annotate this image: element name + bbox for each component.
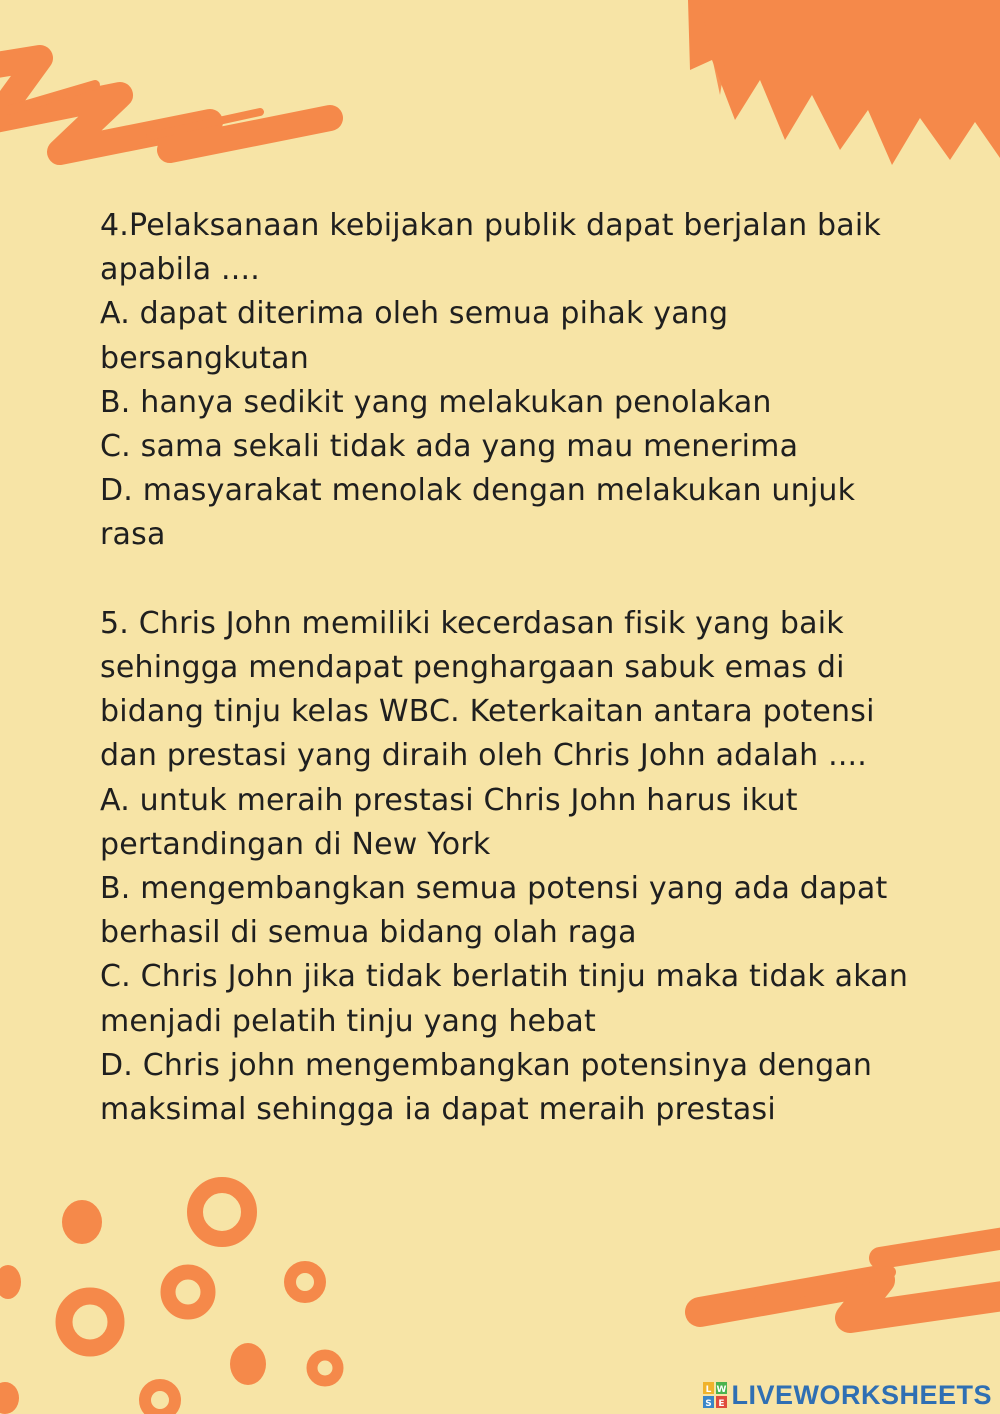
question-4	[100, 204, 920, 558]
decorative-circles	[0, 1185, 338, 1414]
brush-stroke-top-left	[0, 58, 330, 152]
decorative-ring	[290, 1267, 320, 1297]
question-4-line: apabila ....	[100, 252, 260, 288]
question-5-line: dan prestasi yang diraih oleh Chris John adalah ....	[100, 738, 868, 774]
decorative-dot	[62, 1200, 102, 1244]
question-4-option-a-cont: bersangkutan	[100, 340, 309, 376]
svg-text:E: E	[718, 1399, 726, 1408]
question-5-option-c: C. Chris John jika tidak berlatih tinju maka tidak akan	[100, 959, 909, 995]
question-5	[100, 602, 920, 1132]
question-5-option-b-cont: berhasil di semua bidang olah raga	[100, 915, 637, 951]
worksheet-content	[100, 204, 920, 1176]
brand-name: LIVEWORKSHEETS	[731, 1379, 992, 1410]
question-4-option-d: D. masyarakat menolak dengan melakukan unjuk	[100, 473, 856, 509]
question-5-option-b: B. mengembangkan semua potensi yang ada dapat	[100, 871, 888, 907]
decorative-ring	[312, 1355, 338, 1381]
decorative-dot	[0, 1382, 19, 1414]
question-5-option-a: A. untuk meraih prestasi Chris John harus ikut	[100, 782, 798, 818]
svg-text:W: W	[717, 1385, 727, 1395]
question-4-option-c: C. sama sekali tidak ada yang mau menerima	[100, 429, 799, 465]
decorative-dot	[0, 1265, 21, 1299]
question-4-option-a: A. dapat diterima oleh semua pihak yang	[100, 296, 729, 332]
question-5-option-d: D. Chris john mengembangkan potensinya dengan	[100, 1047, 873, 1083]
liveworksheets-logo-icon	[703, 1382, 727, 1408]
liveworksheets-watermark	[703, 1380, 992, 1410]
question-4-line: 4.Pelaksanaan kebijakan publik dapat berjalan baik	[100, 208, 881, 243]
svg-text:S: S	[705, 1399, 713, 1408]
decorative-ring	[168, 1272, 208, 1312]
decorative-ring	[64, 1296, 116, 1348]
decorative-dot	[230, 1343, 266, 1385]
question-5-line: sehingga mendapat penghargaan sabuk emas di	[100, 650, 845, 686]
decorative-ring	[195, 1185, 249, 1239]
question-5-line: 5. Chris John memiliki kecerdasan fisik yang baik	[100, 605, 844, 641]
question-5-option-a-cont: pertandingan di New York	[100, 826, 491, 862]
brush-stroke-top-right	[688, 0, 1000, 165]
question-4-option-b: B. hanya sedikit yang melakukan penolakan	[100, 384, 772, 420]
question-4-option-d-cont: rasa	[100, 517, 166, 553]
svg-text:L: L	[706, 1385, 712, 1395]
brush-stroke-bottom-right	[700, 1238, 1000, 1318]
question-5-option-c-cont: menjadi pelatih tinju yang hebat	[100, 1003, 596, 1039]
decorative-ring	[145, 1385, 175, 1414]
question-5-option-d-cont: maksimal sehingga ia dapat meraih prestasi	[100, 1092, 776, 1128]
question-5-line: bidang tinju kelas WBC. Keterkaitan antara potensi	[100, 694, 875, 730]
